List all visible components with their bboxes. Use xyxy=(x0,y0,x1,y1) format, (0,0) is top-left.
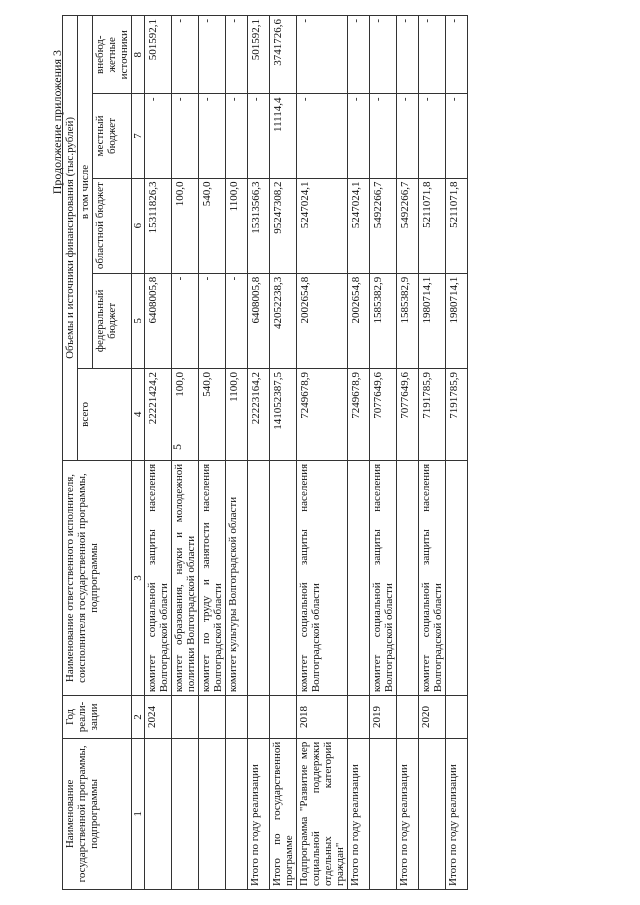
appendix-label: Продолжение приложения 3 xyxy=(50,50,64,195)
year-cell: 2018 xyxy=(297,696,348,739)
table-row xyxy=(172,16,199,890)
year-cell xyxy=(199,696,226,739)
year-cell xyxy=(446,696,468,739)
federal-cell: 1980714,1 xyxy=(419,273,446,368)
offbudget-cell: - xyxy=(397,16,419,94)
offbudget-cell: - xyxy=(226,16,248,94)
total-cell: 7249678,9 xyxy=(297,368,348,460)
offbudget-cell: 501592,1 xyxy=(145,16,172,94)
executor-cell: комитет социальной защиты населения Волгоградской области xyxy=(370,460,397,695)
table-row xyxy=(397,16,419,890)
federal-cell: 2002654,8 xyxy=(297,273,348,368)
column-number: 2 xyxy=(132,696,145,739)
regional-cell: 5211071,8 xyxy=(446,178,468,273)
program-name-cell: Итого по государственной программе xyxy=(270,738,297,889)
executor-cell: комитет социальной защиты населения Волгоградской области xyxy=(297,460,348,695)
regional-cell: 5492266,7 xyxy=(370,178,397,273)
offbudget-cell: - xyxy=(172,16,199,94)
local-cell: - xyxy=(297,94,348,178)
federal-cell: 6408005,8 xyxy=(248,273,270,368)
table-row xyxy=(419,16,446,890)
offbudget-cell: - xyxy=(370,16,397,94)
regional-cell: 15313566,3 xyxy=(248,178,270,273)
regional-cell: 540,0 xyxy=(199,178,226,273)
table-row xyxy=(226,16,248,890)
local-cell: - xyxy=(199,94,226,178)
column-number-row xyxy=(132,16,145,890)
year-cell xyxy=(270,696,297,739)
header-offbudget: внебюд-жетные источники xyxy=(93,16,132,94)
executor-cell: комитет социальной защиты населения Волгоградской области xyxy=(145,460,172,695)
column-number: 3 xyxy=(132,460,145,695)
table-row xyxy=(370,16,397,890)
column-number: 4 xyxy=(132,368,145,460)
total-cell: 22223164,2 xyxy=(248,368,270,460)
regional-cell: 5247024,1 xyxy=(348,178,370,273)
total-cell: 7191785,9 xyxy=(446,368,468,460)
regional-cell: 5247024,1 xyxy=(297,178,348,273)
local-cell: - xyxy=(145,94,172,178)
executor-cell xyxy=(348,460,370,695)
table-row xyxy=(270,16,297,890)
regional-cell: 100,0 xyxy=(172,178,199,273)
header-year: Год реали-зации xyxy=(63,696,132,739)
offbudget-cell: 3741726,6 xyxy=(270,16,297,94)
header-program-name: Наименование государственной программы, подпрограммы xyxy=(63,738,132,889)
executor-cell xyxy=(248,460,270,695)
total-cell: 7191785,9 xyxy=(419,368,446,460)
local-cell: 11114,4 xyxy=(270,94,297,178)
column-number: 6 xyxy=(132,178,145,273)
page-number: 5 xyxy=(170,444,184,450)
program-name-cell: Итого по году реализации xyxy=(248,738,270,889)
regional-cell: 1100,0 xyxy=(226,178,248,273)
header-total: всего xyxy=(78,368,132,460)
offbudget-cell: - xyxy=(297,16,348,94)
year-cell xyxy=(348,696,370,739)
total-cell: 141052387,5 xyxy=(270,368,297,460)
program-name-cell xyxy=(370,738,397,889)
regional-cell: 15311826,3 xyxy=(145,178,172,273)
header-executor: Наименование ответственного исполнителя, соисполнителя государственной программы, подпрограммы xyxy=(63,460,132,695)
local-cell: - xyxy=(446,94,468,178)
year-cell: 2019 xyxy=(370,696,397,739)
year-cell: 2024 xyxy=(145,696,172,739)
federal-cell: 1585382,9 xyxy=(370,273,397,368)
total-cell: 7077649,6 xyxy=(397,368,419,460)
regional-cell: 5492266,7 xyxy=(397,178,419,273)
program-name-cell xyxy=(172,738,199,889)
executor-cell: комитет социальной защиты населения Волгоградской области xyxy=(419,460,446,695)
federal-cell: 1980714,1 xyxy=(446,273,468,368)
federal-cell: - xyxy=(172,273,199,368)
year-cell xyxy=(248,696,270,739)
column-number: 5 xyxy=(132,273,145,368)
table-row xyxy=(145,16,172,890)
table-row xyxy=(297,16,348,890)
federal-cell: 42052238,3 xyxy=(270,273,297,368)
executor-cell: комитет по труду и занятости населения Волгоградской области xyxy=(199,460,226,695)
year-cell xyxy=(172,696,199,739)
column-number: 8 xyxy=(132,16,145,94)
offbudget-cell: - xyxy=(199,16,226,94)
federal-cell: 6408005,8 xyxy=(145,273,172,368)
program-name-cell: Итого по году реализации xyxy=(397,738,419,889)
executor-cell: комитет культуры Волгоградской области xyxy=(226,460,248,695)
table-row xyxy=(348,16,370,890)
funding-table xyxy=(62,15,468,890)
header-federal: федеральный бюджет xyxy=(93,273,132,368)
offbudget-cell: - xyxy=(446,16,468,94)
year-cell: 2020 xyxy=(419,696,446,739)
year-cell xyxy=(397,696,419,739)
table-row xyxy=(199,16,226,890)
total-cell: 7077649,6 xyxy=(370,368,397,460)
column-number: 1 xyxy=(132,738,145,889)
federal-cell: 2002654,8 xyxy=(348,273,370,368)
federal-cell: - xyxy=(226,273,248,368)
total-cell: 540,0 xyxy=(199,368,226,460)
executor-cell xyxy=(270,460,297,695)
program-name-cell xyxy=(419,738,446,889)
regional-cell: 95247308,2 xyxy=(270,178,297,273)
table-row xyxy=(446,16,468,890)
offbudget-cell: - xyxy=(348,16,370,94)
local-cell: - xyxy=(419,94,446,178)
offbudget-cell: 501592,1 xyxy=(248,16,270,94)
total-cell: 22221424,2 xyxy=(145,368,172,460)
year-cell xyxy=(226,696,248,739)
offbudget-cell: - xyxy=(419,16,446,94)
local-cell: - xyxy=(370,94,397,178)
column-number: 7 xyxy=(132,94,145,178)
total-cell: 100,0 xyxy=(172,368,199,460)
header-funding-group: Объемы и источники финансирования (тыс.рублей) xyxy=(63,16,78,461)
program-name-cell xyxy=(145,738,172,889)
executor-cell: комитет образования, науки и молодежной политики Волгоградской области xyxy=(172,460,199,695)
local-cell: - xyxy=(397,94,419,178)
table-row xyxy=(248,16,270,890)
federal-cell: - xyxy=(199,273,226,368)
program-name-cell xyxy=(226,738,248,889)
header-local: местный бюджет xyxy=(93,94,132,178)
executor-cell xyxy=(446,460,468,695)
local-cell: - xyxy=(172,94,199,178)
program-name-cell: Итого по году реализации xyxy=(348,738,370,889)
total-cell: 7249678,9 xyxy=(348,368,370,460)
local-cell: - xyxy=(226,94,248,178)
local-cell: - xyxy=(348,94,370,178)
header-including: в том числе xyxy=(78,16,93,369)
program-name-cell: Подпрограмма "Развитие мер социальной поддержки отдельных категорий граждан" xyxy=(297,738,348,889)
local-cell: - xyxy=(248,94,270,178)
regional-cell: 5211071,8 xyxy=(419,178,446,273)
executor-cell xyxy=(397,460,419,695)
federal-cell: 1585382,9 xyxy=(397,273,419,368)
header-regional: областной бюджет xyxy=(93,178,132,273)
total-cell: 1100,0 xyxy=(226,368,248,460)
program-name-cell: Итого по году реализации xyxy=(446,738,468,889)
program-name-cell xyxy=(199,738,226,889)
